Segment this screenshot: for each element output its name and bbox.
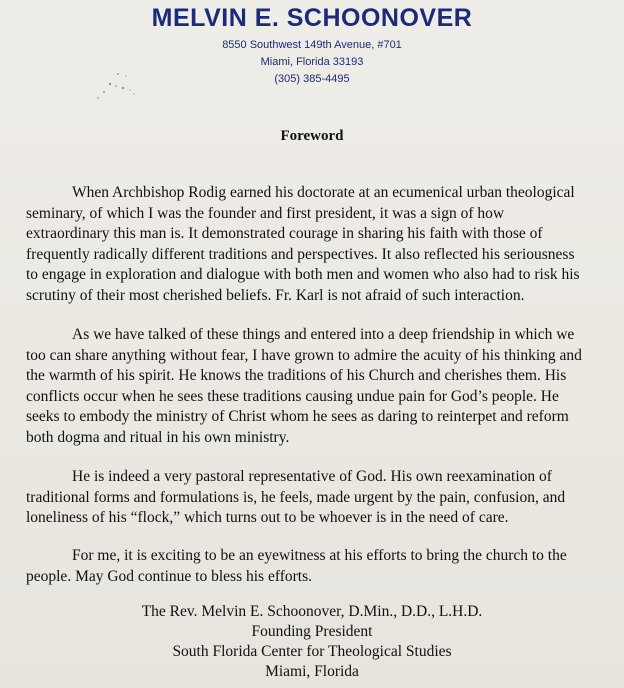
signature-title: Founding President <box>251 623 373 640</box>
paragraph-line: seminary, of which I was the founder and first president, it was a sign of how <box>26 204 505 222</box>
paragraph-line: frequently radically different traditions and perspectives. It also reflected his seriousness <box>26 245 575 263</box>
letterhead-name: MELVIN E. SCHOONOVER <box>151 4 473 32</box>
paragraph-line: scrutiny of their most cherished beliefs. Fr. Karl is not afraid of such interaction. <box>26 286 525 304</box>
paragraph-1 <box>26 183 606 306</box>
foreword-heading: Foreword <box>280 128 344 144</box>
paragraph-4 <box>26 546 606 587</box>
paragraph-line: loneliness of his “flock,” which turns out to be whoever is in the need of care. <box>26 509 509 526</box>
paragraph-line: When Archbishop Rodig earned his doctorate at an ecumenical urban theological <box>72 184 575 201</box>
paragraph-line: people. May God continue to bless his efforts. <box>26 567 312 585</box>
signature-organization: South Florida Center for Theological Studies <box>172 643 452 660</box>
signature-location: Miami, Florida <box>265 663 359 680</box>
signature-block <box>0 602 624 682</box>
letterhead-address-line1: 8550 Southwest 149th Avenue, #701 <box>222 39 402 51</box>
paragraph-line: too can share anything without fear, I have grown to admire the acuity of his thinking and <box>26 346 582 364</box>
paragraph-line: to engage in exploration and dialogue with both men and women who also had to risk his <box>26 266 580 283</box>
paper-smudge <box>90 70 150 105</box>
paragraph-line: seeks to embody the ministry of Christ whom he sees as daring to reinterpet and reform <box>26 408 569 425</box>
paragraph-line: both dogma and ritual in his own ministry. <box>26 428 290 446</box>
paragraph-line: He is indeed a very pastoral representative of God. His own reexamination of <box>72 468 552 485</box>
paragraph-line: conflicts occur when he sees these traditions causing undue pain for God’s people. He <box>26 387 559 405</box>
letterhead-address-line2: Miami, Florida 33193 <box>260 56 364 68</box>
paragraph-line: the warmth of his spirit. He knows the traditions of his Church and cherishes them. His <box>26 367 567 384</box>
paragraph-2 <box>26 325 606 448</box>
paragraph-line: traditional forms and formulations is, he feels, made urgent by the pain, confusion, and <box>26 488 566 506</box>
paragraph-line: As we have talked of these things and entered into a deep friendship in which we <box>72 326 575 343</box>
paragraph-line: For me, it is exciting to be an eyewitness at his efforts to bring the church to the <box>72 547 567 564</box>
signature-name: The Rev. Melvin E. Schoonover, D.Min., D.D., L.H.D. <box>141 603 483 620</box>
letterhead-phone: (305) 385-4495 <box>274 73 350 85</box>
paragraph-3 <box>26 467 606 529</box>
paragraph-line: extraordinary this man is. It demonstrated courage in sharing his faith with those of <box>26 225 543 242</box>
